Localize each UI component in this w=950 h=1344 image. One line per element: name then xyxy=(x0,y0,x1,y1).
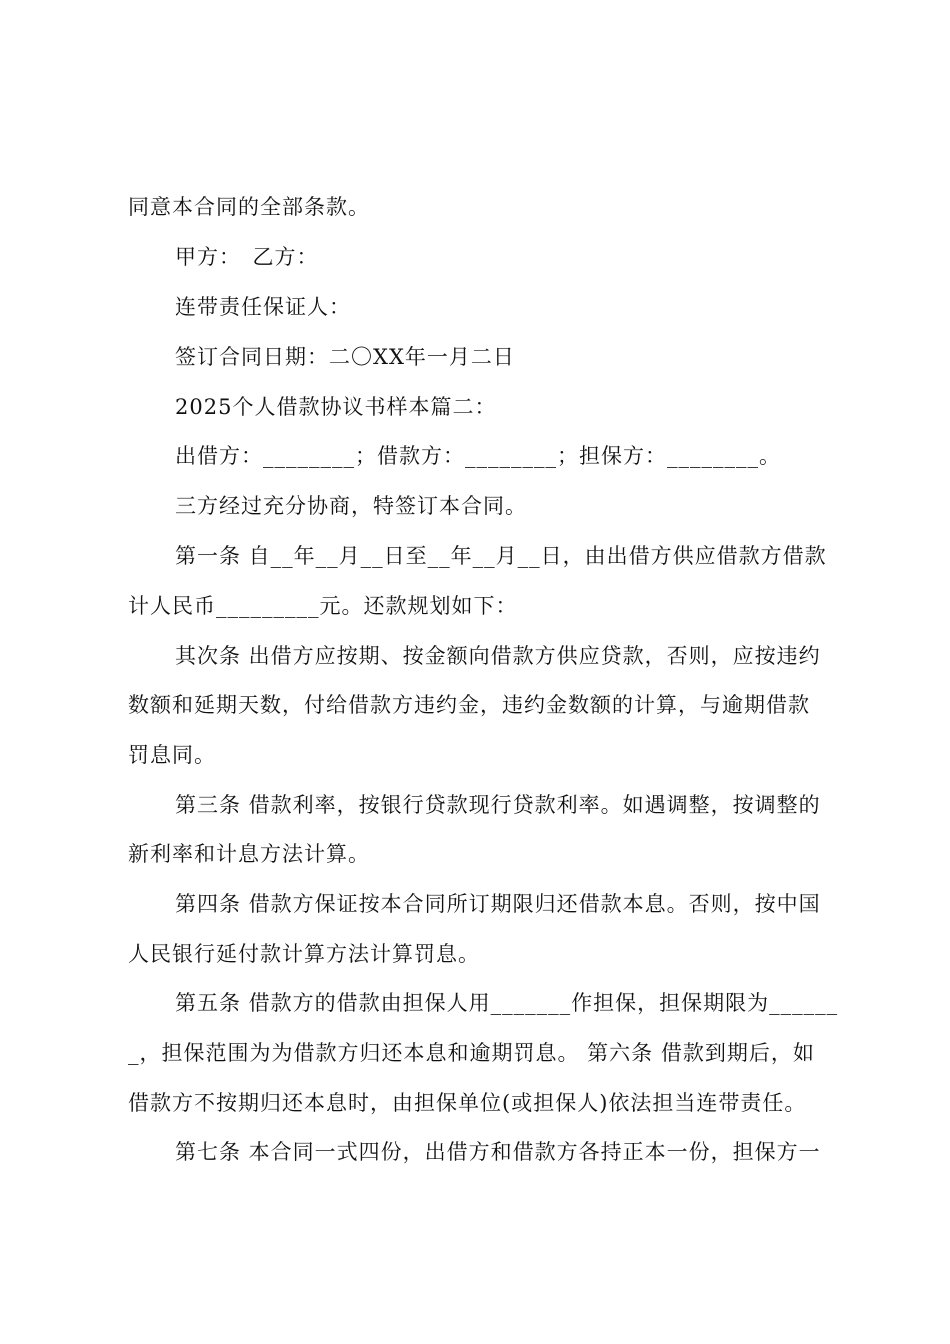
text-line: 计人民币_________元。还款规划如下： xyxy=(128,594,518,618)
text-line: 其次条 出借方应按期、按金额向借款方供应贷款，否则，应按违约 xyxy=(175,644,821,668)
text-line: 出借方：________；借款方：________；担保方：________。 xyxy=(175,444,781,468)
text-line: 第五条 借款方的借款由担保人用_______作担保，担保期限为______ xyxy=(175,991,839,1015)
text-line: 连带责任保证人： xyxy=(175,295,351,319)
text-line: 2025个人借款协议书样本篇二： xyxy=(175,395,497,419)
text-line: 第三条 借款利率，按银行贷款现行贷款利率。如遇调整，按调整的 xyxy=(175,793,821,817)
text-line: 罚息同。 xyxy=(128,743,216,767)
text-line: _，担保范围为为借款方归还本息和逾期罚息。 第六条 借款到期后，如 xyxy=(128,1041,815,1065)
text-line: 签订合同日期：二〇XX年一月二日 xyxy=(175,345,515,369)
text-line: 三方经过充分协商，特签订本合同。 xyxy=(175,494,527,518)
text-line: 同意本合同的全部条款。 xyxy=(128,195,370,219)
text-line: 数额和延期天数，付给借款方违约金，违约金数额的计算，与逾期借款 xyxy=(128,693,810,717)
text-line: 第四条 借款方保证按本合同所订期限归还借款本息。否则，按中国 xyxy=(175,892,821,916)
text-line: 新利率和计息方法计算。 xyxy=(128,842,370,866)
text-line: 人民银行延付款计算方法计算罚息。 xyxy=(128,942,480,966)
text-line: 借款方不按期归还本息时，由担保单位(或担保人)依法担当连带责任。 xyxy=(128,1091,807,1115)
text-line: 第一条 自__年__月__日至__年__月__日，由出借方供应借款方借款 xyxy=(175,544,827,568)
text-line: 甲方： 乙方： xyxy=(175,245,319,269)
text-line: 第七条 本合同一式四份，出借方和借款方各持正本一份，担保方一 xyxy=(175,1140,821,1164)
